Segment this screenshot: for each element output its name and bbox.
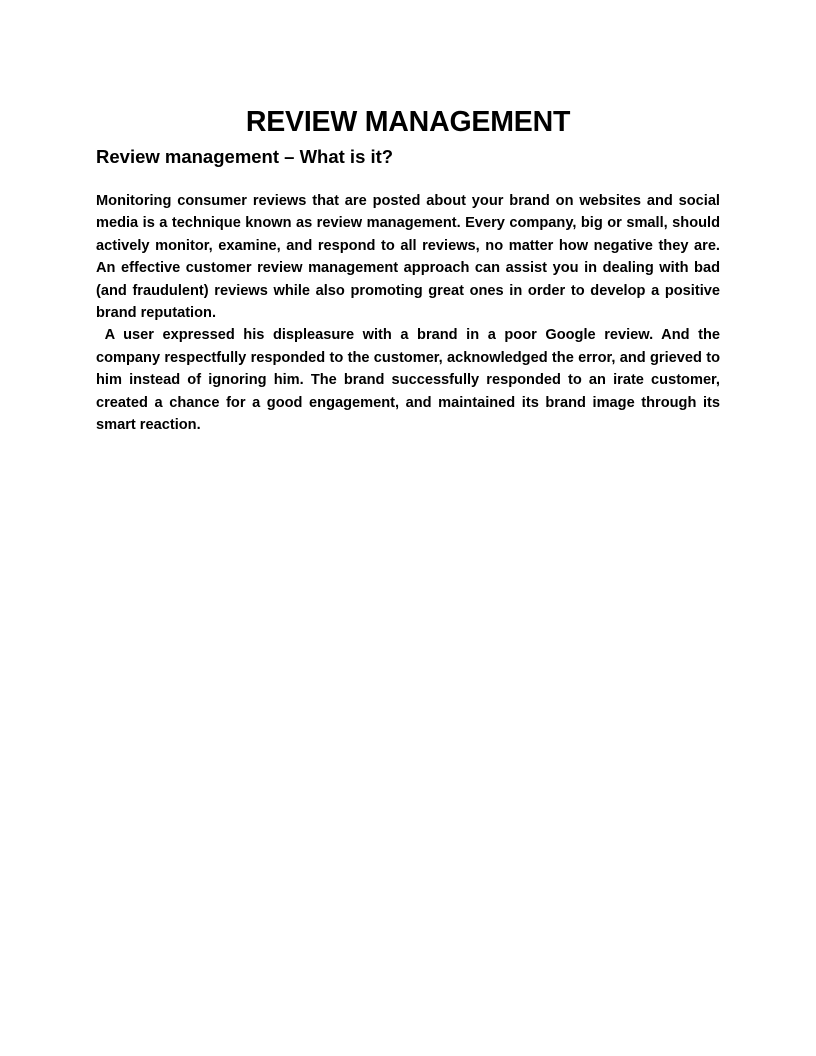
section-heading: Review management – What is it? [96,146,394,167]
document-page [96,100,725,436]
body-text [96,190,725,436]
paragraph-definition: Monitoring consumer reviews that are posted about your brand on websites and social media is a technique known as review management. Every company, big or small, should actively monitor, examine, and respond to all reviews, no matter how negative they are. An effective customer review management approach can assist you in dealing with bad (and fraudulent) reviews while also promoting great ones in order to develop a positive brand reputation. [96,193,720,322]
page-title: REVIEW MANAGEMENT [245,106,571,138]
paragraph-example: A user expressed his displeasure with a brand in a poor Google review. And the company respectfully responded to the customer, acknowledged the error, and grieved to him instead of ignoring him. The brand successfully responded to an irate customer, created a chance for a good engagement, and maintained its brand image through its smart reaction. [96,327,725,434]
